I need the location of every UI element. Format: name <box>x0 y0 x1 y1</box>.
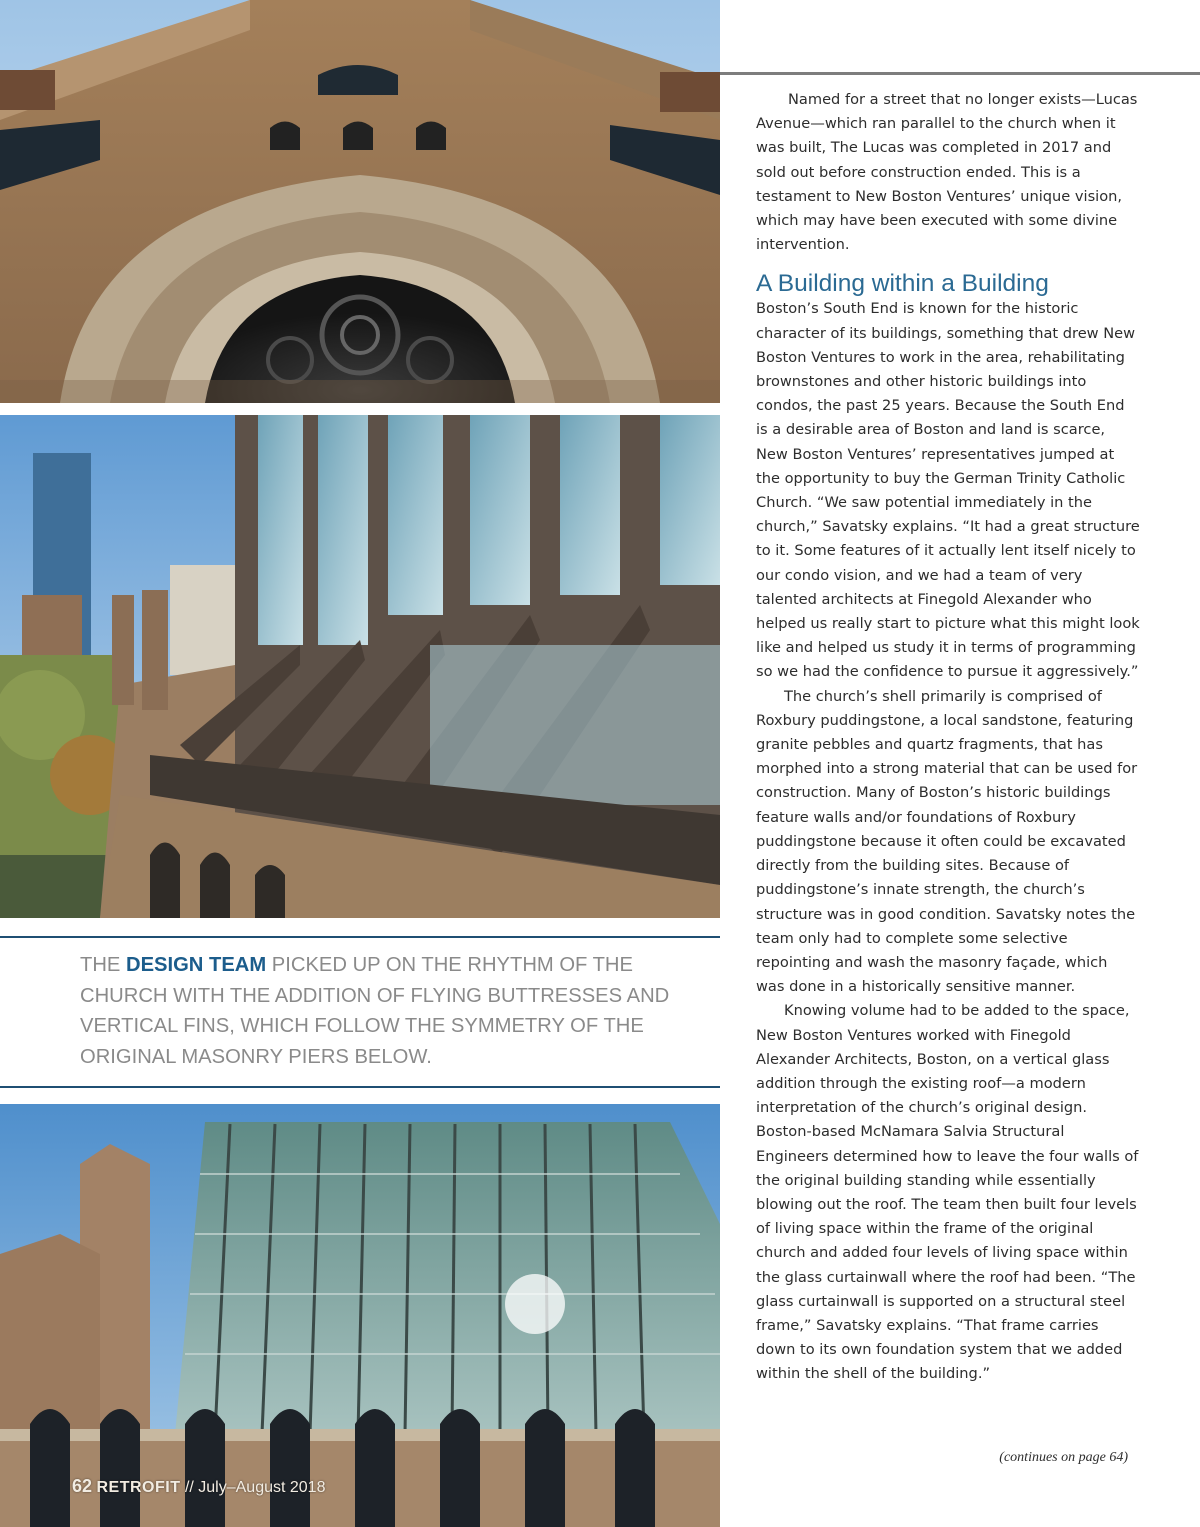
photo-church-gable <box>0 0 720 403</box>
photo-caption <box>80 950 700 1072</box>
page-folio <box>72 1476 325 1500</box>
issue-date: // July–August 2018 <box>184 1479 326 1496</box>
page-number: 62 <box>72 1476 93 1496</box>
caption-body: PICKED UP ON THE RHYTHM OF THE CHURCH WITH THE ADDITION OF FLYING BUTTRESSES AND VERTICAL FINS, WHICH FOLLOW THE SYMMETRY OF THE ORIGINAL MASONRY PIERS BELOW. <box>80 954 670 1068</box>
column-top-rule <box>720 72 1200 75</box>
magazine-name: RETROFIT <box>96 1479 181 1496</box>
caption-rule-top <box>0 936 720 938</box>
curtainwall-image <box>0 1104 720 1527</box>
photo-curtainwall <box>0 1104 720 1527</box>
photo-flying-buttresses <box>0 415 720 918</box>
article-paragraph-3: Knowing volume had to be added to the space, New Boston Ventures worked with Finegold Alexander Architects, Boston, on a vertical glass addition through the existing roof—a modern interpretation of the church’s original design. Boston-based McNamara Salvia Structural Engineers determined how to leave the four walls of the original building standing while essentially blowing out the roof. The team then built four levels of living space within the frame of the original church and added four levels of living space within the glass curtainwall where the roof had been. “The glass curtainwall is supported on a structural steel frame,” Savatsky explains. “That frame carries down to its own foundation system that we added within the shell of the building.” <box>756 1002 1139 1383</box>
flying-buttresses-image <box>0 415 720 918</box>
caption-highlight: DESIGN TEAM <box>125 954 267 976</box>
continues-note: (continues on page 64) <box>999 1450 1128 1465</box>
caption-lead: THE <box>80 954 126 976</box>
article-column <box>756 88 1140 1387</box>
article-paragraph-2: The church’s shell primarily is comprised of Roxbury puddingstone, a local sandstone, featuring granite pebbles and quartz fragments, that has morphed into a strong material that can be used for construction. Many of Boston’s historic buildings feature walls and/or foundations of Roxbury puddingstone because it often could be excavated directly from the building sites. Because of puddingstone’s innate strength, the church’s structure was in good condition. Savatsky notes the team only had to complete some selective repointing and wash the masonry façade, which was done in a historically sensitive manner. <box>756 687 1138 996</box>
section-heading: A Building within a Building <box>756 270 1049 298</box>
church-gable-image <box>0 0 720 403</box>
article-paragraph-1: Boston’s South End is known for the historic character of its buildings, something that drew New Boston Ventures to work in the area, rehabilitating brownstones and other historic buildings into condos, the past 25 years. Because the South End is a desirable area of Boston and land is scarce, New Boston Ventures’ representatives jumped at the opportunity to buy the German Trinity Catholic Church. “We saw potential immediately in the church,” Savatsky explains. “It had a great structure to it. Some features of it actually lent itself nicely to our condo vision, and we had a team of very talented architects at Finegold Alexander who helped us really start to picture what this might look like and helped us study it in terms of programming so we had the confidence to pursue it aggressively.” <box>756 300 1140 681</box>
caption-rule-bottom <box>0 1086 720 1088</box>
article-intro: Named for a street that no longer exists—Lucas Avenue—which ran parallel to the church when it was built, The Lucas was completed in 2017 and sold out before construction ended. This is a testament to New Boston Ventures’ unique vision, which may have been executed with some divine intervention. <box>756 91 1138 254</box>
